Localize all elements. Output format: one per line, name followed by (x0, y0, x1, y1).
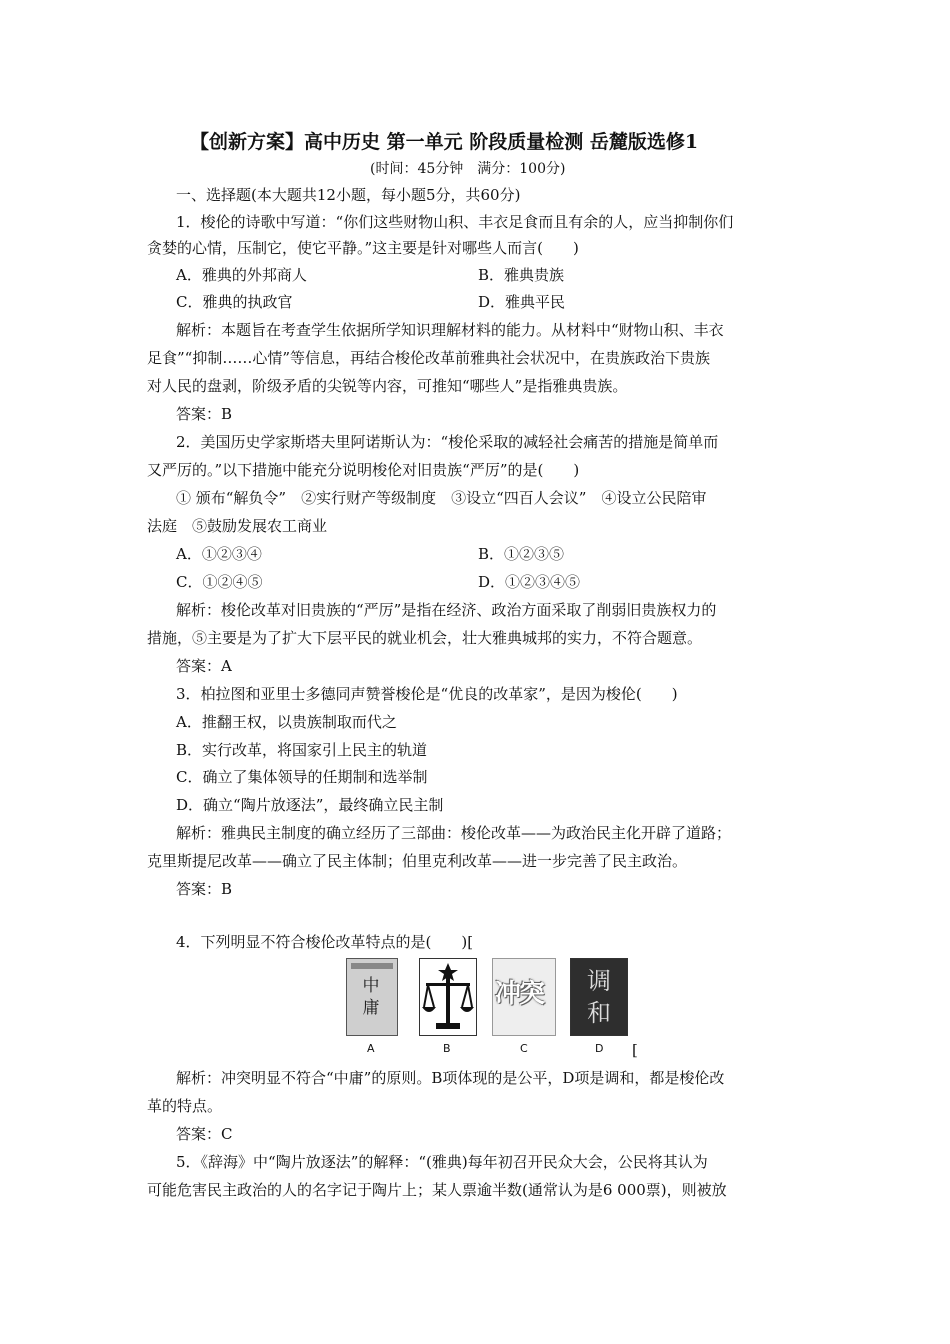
q2-items-line1: ① 颁布“解负令” ②实行财产等级制度 ③设立“四百人会议” ④设立公民陪审 (176, 489, 707, 507)
q3-explanation-line2: 克里斯提尼改革——确立了民主体制；伯里克利改革——进一步完善了民主政治。 (147, 852, 688, 870)
scales-of-justice-icon (420, 959, 476, 1035)
q3-explanation-line1: 解析：雅典民主制度的确立经历了三部曲：梭伦改革——为政治民主化开辟了道路； (176, 824, 732, 842)
q1-explanation-line1: 解析：本题旨在考查学生依据所学知识理解材料的能力。从材料中“财物山积、丰衣 (176, 321, 724, 339)
q3-option-b: B．实行改革，将国家引上民主的轨道 (176, 741, 428, 759)
section-heading: 一、选择题(本大题共12小题，每小题5分，共60分) (176, 186, 521, 204)
q1-explanation-line3: 对人民的盘剥，阶级矛盾的尖锐等内容，可推知“哪些人”是指雅典贵族。 (147, 377, 628, 395)
q1-explanation-line2: 足食”“抑制……心情”等信息，再结合梭伦改革前雅典社会状况中，在贵族政治下贵族 (147, 349, 711, 367)
figure-a-text: 中庸 (362, 976, 380, 1018)
figure-c-conflict (492, 958, 556, 1036)
q1-stem-line2: 贪婪的心情，压制它，使它平静。”这主要是针对哪些人而言( ) (147, 239, 579, 257)
q2-items-line2: 法庭 ⑤鼓励发展农工商业 (147, 517, 328, 535)
figure-label-a: A (367, 1042, 375, 1055)
q4-stem: 4．下列明显不符合梭伦改革特点的是( )[ (176, 933, 474, 951)
q3-stem: 3．柏拉图和亚里士多德同声赞誉梭伦是“优良的改革家”，是因为梭伦( ) (176, 685, 678, 703)
q3-option-d: D．确立“陶片放逐法”，最终确立民主制 (176, 796, 444, 814)
stray-bracket: [ (632, 1041, 638, 1059)
cover-band (351, 963, 393, 969)
figure-b-scales (419, 958, 477, 1036)
figure-label-d: D (595, 1042, 604, 1055)
q5-stem-line1: 5．《辞海》中“陶片放逐法”的解释：“(雅典)每年初召开民众大会，公民将其认为 (176, 1153, 708, 1171)
q5-stem-line2: 可能危害民主政治的人的名字记于陶片上；某人票逾半数(通常认为是6 000票)，则被放 (147, 1181, 727, 1199)
q1-option-b: B．雅典贵族 (478, 266, 565, 284)
q2-stem-line2: 又严厉的。”以下措施中能充分说明梭伦对旧贵族“严厉”的是( ) (147, 461, 580, 479)
figure-d-seal (570, 958, 628, 1036)
q1-option-a: A．雅典的外邦商人 (176, 266, 307, 284)
q4-explanation-line1: 解析：冲突明显不符合“中庸”的原则。B项体现的是公平，D项是调和，都是梭伦改 (176, 1069, 725, 1087)
q1-option-d: D．雅典平民 (478, 293, 566, 311)
q3-answer: 答案：B (176, 880, 233, 898)
q3-option-c: C．确立了集体领导的任期制和选举制 (176, 768, 428, 786)
q4-explanation-line2: 革的特点。 (147, 1097, 223, 1115)
figure-d-text: 调和 (587, 967, 611, 1027)
page-title: 【创新方案】高中历史 第一单元 阶段质量检测 岳麓版选修1 (190, 131, 699, 153)
q2-option-b: B．①②③⑤ (478, 545, 565, 563)
q3-option-a: A．推翻王权，以贵族制取而代之 (176, 713, 397, 731)
q2-option-a: A．①②③④ (176, 545, 262, 563)
q2-explanation-line2: 措施，⑤主要是为了扩大下层平民的就业机会，壮大雅典城邦的实力，不符合题意。 (147, 629, 703, 647)
exam-info: (时间：45分钟 满分：100分) (370, 161, 566, 177)
figure-c-text: 冲突 (495, 979, 544, 1009)
q2-option-d: D．①②③④⑤ (478, 573, 581, 591)
q1-option-c: C．雅典的执政官 (176, 293, 293, 311)
q1-answer: 答案：B (176, 405, 233, 423)
q2-option-c: C．①②④⑤ (176, 573, 263, 591)
figure-a-book-cover (346, 958, 398, 1036)
q1-stem-line1: 1．梭伦的诗歌中写道：“你们这些财物山积、丰衣足食而且有余的人，应当抑制你们 (176, 213, 734, 231)
q2-stem-line1: 2．美国历史学家斯塔夫里阿诺斯认为：“梭伦采取的减轻社会痛苦的措施是简单而 (176, 433, 719, 451)
figure-label-c: C (520, 1042, 528, 1055)
q2-answer: 答案：A (176, 657, 232, 675)
q4-answer: 答案：C (176, 1125, 233, 1143)
q2-explanation-line1: 解析：梭伦改革对旧贵族的“严厉”是指在经济、政治方面采取了削弱旧贵族权力的 (176, 601, 717, 619)
figure-label-b: B (443, 1042, 451, 1055)
